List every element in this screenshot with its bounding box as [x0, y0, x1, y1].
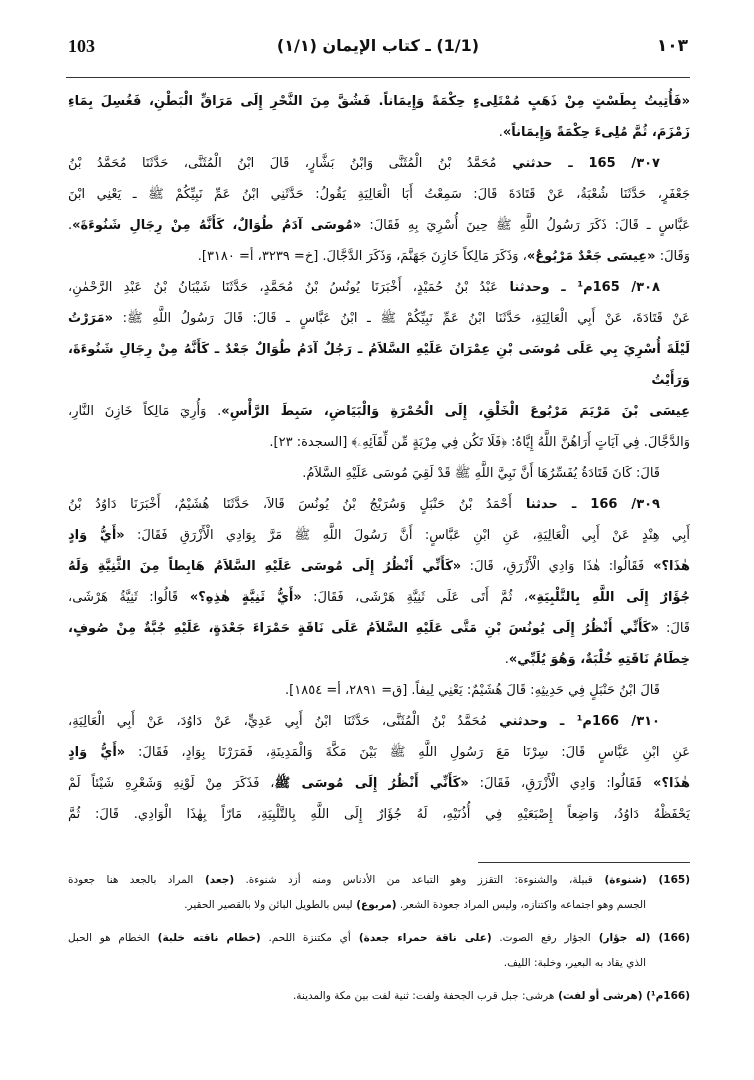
- text-line: [68, 675, 690, 706]
- text: الجسم وهو اجتماعه واكتنازه، وليس المراد جعودة الشعر.: [396, 899, 646, 911]
- text: عَنْ قَتَادَةَ، عَنْ أَبِي الْعَالِيَةِ، حَدَّثَنَا ابْنُ عَمِّ نَبِيِّكُمْ ﷺ ـ ابْنُ عَبَّاسٍ ـ قَالَ: قَالَ رَسُولُ اللَّهِ ﷺ:: [113, 311, 690, 326]
- text-line: [68, 241, 690, 272]
- footnote-line: [68, 868, 690, 893]
- bold-text: هٰذَا؟»: [641, 776, 690, 791]
- footnote-line: [68, 926, 690, 951]
- text: يَحْفَظْهُ دَاوُدُ، وَاضِعاً إِصْبَعَيْهِ فِي أُذُنَيْهِ، لَهُ جُؤَارٌ إِلَى اللَّهِ بِالتَّلْبِيَةِ، مَارّاً بِهٰذَا الْوَادِي. قَالَ: ثُمَّ: [68, 807, 690, 822]
- text-line: [68, 210, 690, 241]
- text: قَالَ:: [658, 621, 690, 636]
- text-line: [68, 179, 690, 210]
- text: ، فَذَكَرَ مِنْ لَوْنِهِ وَشَعْرِهِ شَيْئاً لَمْ: [68, 776, 275, 791]
- text-line: [68, 272, 690, 303]
- bold-text: (على ناقة حمراء جعدة): [350, 932, 492, 944]
- text-line: [68, 644, 690, 675]
- bold-text: «فَأُتِيتُ بِطَسْتٍ مِنْ ذَهَبٍ مُمْتَلِىءٍ حِكْمَةً وَإِيمَاناً. فَشُقَّ مِنَ النَّحْرِ إِلَى مَرَاقِّ الْبَطْنِ، فَغُسِلَ بِمَاءِ: [68, 94, 690, 109]
- bold-text: (له جؤار): [590, 932, 651, 944]
- text: قبيلة، والشنوءة: التقزز وهو التباعد من الأدناس ومنه أزد شنوءة.: [234, 874, 593, 886]
- bold-text: «كَأَنِّي أَنْظُرُ إِلَى يُونُسَ بْنِ مَتَّى عَلَيْهِ السَّلاَمُ عَلَى نَاقَةٍ حَمْرَاءَ جَعْدَةٍ، عَلَيْهِ جُبَّةٌ مِنْ صُوفٍ،: [68, 621, 659, 636]
- bold-text: ٣٠٩/ 166 ـ حدثنا: [511, 497, 660, 512]
- text: أَحْمَدُ بْنُ حَنْبَلٍ وَسُرَيْجُ بْنُ يُونُسَ قَالاَ، حَدَّثَنَا هُشَيْمٌ، أَخْبَرَنَا دَاوُدُ بْنُ: [68, 497, 512, 512]
- text-line: [68, 582, 690, 613]
- bold-text: عِيسَى بْنَ مَرْيَمَ مَرْبُوعَ الْخَلْقِ، إِلَى الْحُمْرَةِ وَالْبَيَاضِ، سَبِطَ الرَّأْسِ»: [221, 404, 690, 419]
- bold-text: «مُوسَى آدَمُ طُوَالٌ، كَأَنَّهُ مِنْ رِجَالِ شَنُوءَةَ»: [72, 218, 362, 233]
- text-line: [68, 303, 690, 334]
- bold-text: (خطام ناقته خلبة): [149, 932, 261, 944]
- text: مُحَمَّدُ بْنُ الْمُثَنَّى، حَدَّثَنَا ابْنُ أَبِي عَدِيٍّ، عَنْ دَاوُدَ، عَنْ أَبِي الْعَالِيَةِ،: [68, 714, 487, 729]
- text: جَعْفَرٍ، حَدَّثَنَا شُعْبَةُ، عَنْ قَتَادَةَ قَالَ: سَمِعْتُ أَبَا الْعَالِيَةِ يَقُولُ: حَدَّثَنِي ابْنُ عَمِّ نَبِيِّكُمْ ﷺ ـ يَعْنِي ابْنَ: [68, 187, 690, 202]
- bold-text: هٰذَا؟»: [644, 559, 691, 574]
- text-line: [68, 799, 690, 830]
- footnote-line: [68, 893, 690, 918]
- text: المراد بالجعد هنا جعودة: [68, 874, 194, 886]
- text: .: [68, 218, 73, 233]
- bold-text: (مربوع): [352, 899, 397, 911]
- text: مُحَمَّدُ بْنُ الْمُثَنَّى وَابْنُ بَشَّارٍ، قَالَ ابْنُ الْمُثَنَّى، حَدَّثَنَا مُحَمَّدُ بْنُ: [68, 156, 497, 171]
- bold-text: ٣١٠/ 166م¹ ـ وحدثني: [486, 714, 660, 729]
- bold-text: «كَأَنِّي أَنْظُرُ إِلَى مُوسَى ﷺ: [274, 776, 469, 791]
- text: فَقَالُوا: وَادِي الْأَزْرَقِ، فَقَالَ:: [468, 776, 642, 791]
- bold-text: «كَأَنِّي أَنْظُرُ إِلَى مُوسَى عَلَيْهِ السَّلاَمُ هَابِطاً مِنَ الثَّنِيَّةِ وَلَهُ: [68, 559, 462, 574]
- text-line: [68, 86, 690, 117]
- text: وَقَالَ:: [655, 249, 690, 264]
- text: . وَأُرِيَ مَالِكاً خَازِنَ النَّارِ،: [68, 404, 222, 419]
- text: قَالَ: كَانَ قَتَادَةُ يُفَسِّرُهَا أَنَّ نَبِيَّ اللَّهِ ﷺ قَدْ لَقِيَ مُوسَى عَلَيْهِ السَّلاَمُ.: [302, 466, 660, 481]
- bold-text: (165): [646, 874, 691, 886]
- bold-text: «مَرَرْتُ: [68, 311, 114, 326]
- text: الجؤار رفع الصوت.: [491, 932, 591, 944]
- text-line: [68, 148, 690, 179]
- text: الذي يقاد به البعير، وخلبة: الليف.: [503, 957, 646, 969]
- bold-text: «عِيسَى جَعْدٌ مَرْبُوعٌ»: [526, 249, 656, 264]
- bold-text: «أَيُّ وَادٍ: [68, 528, 125, 543]
- text-line: [68, 706, 690, 737]
- bold-text: (166): [650, 932, 691, 944]
- text: .: [498, 125, 503, 140]
- text: الخطام هو الحبل: [68, 932, 150, 944]
- text-line: [68, 489, 690, 520]
- bold-text: ٣٠٧/ 165 ـ حدثني: [496, 156, 660, 171]
- text-line: [68, 334, 690, 396]
- text-line: [68, 458, 690, 489]
- header-rule: [66, 77, 690, 78]
- bold-text: زَمْزَمَ، ثُمَّ مُلِىءَ حِكْمَةً وَإِيمَاناً»: [502, 125, 690, 140]
- text: عَبَّاسٍ ـ قَالَ: ذَكَرَ رَسُولُ اللَّهِ ﷺ حِينَ أُسْرِيَ بِهِ فَقَالَ:: [361, 218, 691, 233]
- text-line: [68, 117, 690, 148]
- text: أي مكتنزة اللحم.: [260, 932, 351, 944]
- bold-text: (166م¹) (هرشى أو لفت): [554, 990, 690, 1002]
- bold-text: جُؤَارٌ إِلَى اللَّهِ بِالتَّلْبِيَةِ»: [527, 590, 690, 605]
- footnotes: [68, 868, 690, 1009]
- text: ، وَذَكَرَ مَالِكاً خَازِنَ جَهَنَّمَ، وَذَكَرَ الدَّجَّالَ. [خ= ٣٢٣٩، أ= ٣١٨٠].: [197, 249, 527, 264]
- page-number-arabic: ١٠٣: [656, 36, 688, 56]
- text: ليس بالطويل البائن ولا بالقصير الحقير.: [184, 899, 353, 911]
- text-line: [68, 613, 690, 644]
- bold-text: «أَيُّ ثَنِيَّةٍ هٰذِهِ؟»: [178, 590, 302, 605]
- text-line: [68, 768, 690, 799]
- bold-text: لَيْلَةَ أُسْرِيَ بِي عَلَى مُوسَى بْنِ عِمْرَانَ عَلَيْهِ السَّلاَمُ ـ رَجُلٌ آدَمُ طُوَالٌ جَعْدٌ ـ كَأَنَّهُ مِنْ رِجَالِ شَنُوءَةَ، وَرَأَيْتُ: [68, 342, 690, 388]
- text: فَقَالُوا: هٰذَا وَادِي الْأَزْرَقِ، قَالَ:: [461, 559, 645, 574]
- text-line: [68, 520, 690, 551]
- text: عَنِ ابْنِ عَبَّاسٍ قَالَ: سِرْنَا مَعَ رَسُولِ اللَّهِ ﷺ بَيْنَ مَكَّةَ وَالْمَدِينَةِ، فَمَرَرْنَا بِوَادٍ، فَقَالَ:: [125, 745, 690, 760]
- footnote-rule: [478, 862, 690, 863]
- footnote-line: [68, 984, 690, 1009]
- text-line: [68, 396, 690, 427]
- page-number-latin: 103: [68, 36, 95, 56]
- text: أَبِي هِنْدٍ عَنْ أَبِي الْعَالِيَةِ، عَنِ ابْنِ عَبَّاسٍ: أَنَّ رَسُولَ اللَّهِ ﷺ مَرَّ بِوَادِي الْأَزْرَقِ فَقَالَ:: [124, 528, 690, 543]
- running-title: (1/1) ـ كتاب الإيمان (١/١): [276, 36, 480, 55]
- text: قَالَ ابْنُ حَنْبَلٍ فِي حَدِيثِهِ: قَالَ هُشَيْمٌ: يَعْنِي لِيفاً. [ق= ٢٨٩١، أ= ١٨٥٤].: [285, 683, 660, 698]
- text: ، ثُمَّ أَتَى عَلَى ثَنِيَّةِ هَرْشَى، فَقَالَ:: [301, 590, 528, 605]
- text: .: [504, 652, 509, 667]
- text: قَالُوا: ثَنِيَّةُ هَرْشَى،: [68, 590, 179, 605]
- bold-text: ٣٠٨/ 165م¹ ـ وحدثنا: [497, 280, 660, 295]
- text-line: [68, 427, 690, 458]
- text: هرشى: جبل قرب الجحفة ولفت: ثنية لفت بين مكة والمدينة.: [292, 990, 555, 1002]
- bold-text: «أَيُّ وَادٍ: [68, 745, 126, 760]
- bold-text: خِطَامُ نَاقَتِهِ خُلْبَةٌ، وَهُوَ يُلَبِّي»: [508, 652, 690, 667]
- text-line: [68, 551, 690, 582]
- footnote-line: [68, 951, 690, 976]
- page-header: [68, 36, 688, 64]
- bold-text: (شنوءة): [592, 874, 647, 886]
- bold-text: (جعد): [193, 874, 235, 886]
- text-line: [68, 737, 690, 768]
- main-text: [68, 86, 690, 830]
- text: وَالدَّجَّالَ. فِي آيَاتٍ أَرَاهُنَّ اللَّهُ إِيَّاهُ: ﴿فَلَا تَكُن فِي مِرْيَةٍ مِّن لِّقَآئِهِۦ﴾ [السجدة: ٢٣].: [269, 435, 690, 450]
- text: عَبْدُ بْنُ حُمَيْدٍ، أَخْبَرَنَا يُونُسُ بْنُ مُحَمَّدٍ، حَدَّثَنَا شَيْبَانُ بْنُ عَبْدِ الرَّحْمٰنِ،: [68, 280, 498, 295]
